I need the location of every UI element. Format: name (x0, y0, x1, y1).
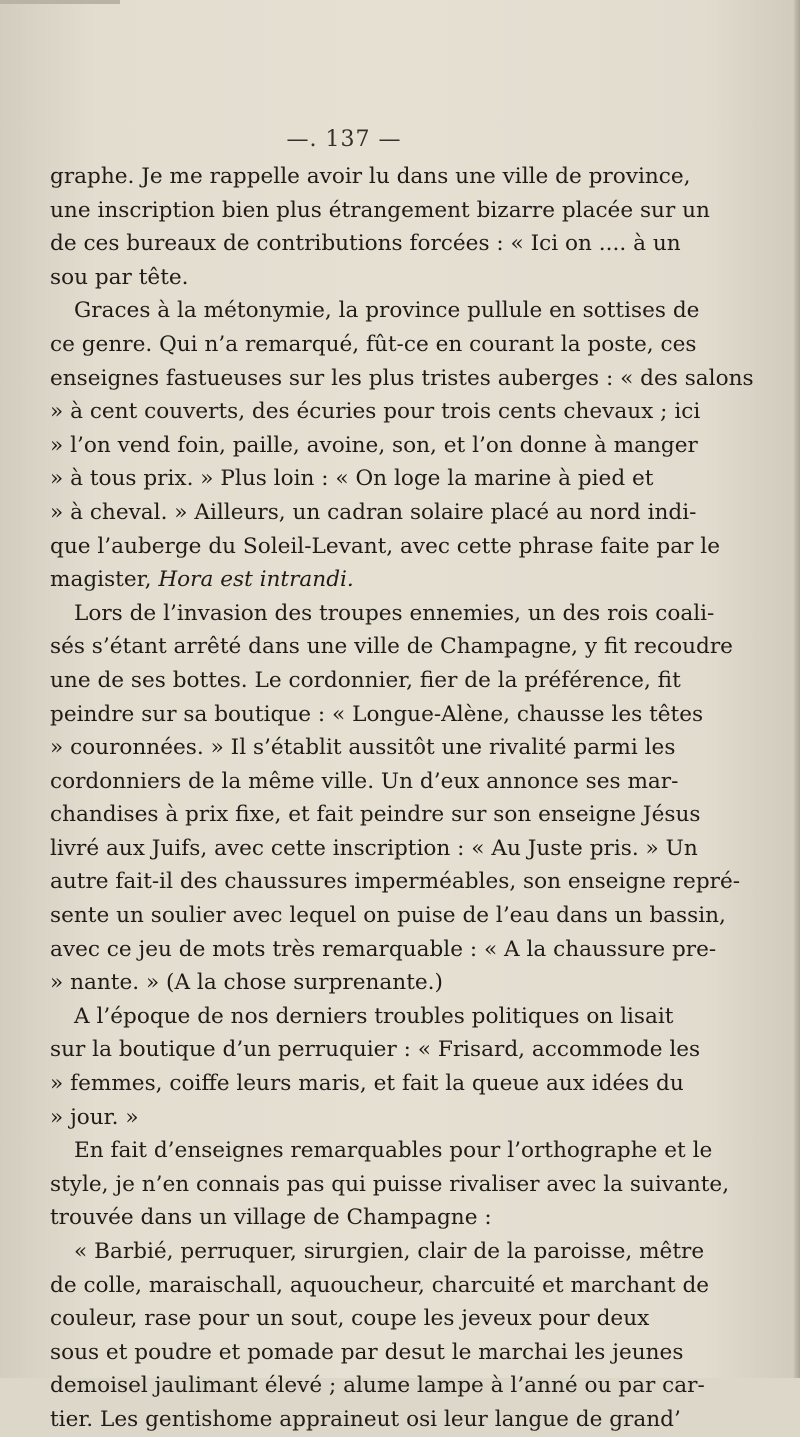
text-line: sou par tête. (50, 264, 189, 290)
text-line: trouvée dans un village de Champagne : (50, 1205, 492, 1231)
text-line: cordonniers de la même ville. Un d’eux annonce ses mar- (50, 768, 679, 794)
text-line: ce genre. Qui n’a remarqué, fût-ce en courant la poste, ces (50, 331, 697, 357)
page-edge-top (0, 0, 120, 4)
text-line: que l’auberge du Soleil-Levant, avec cette phrase faite par le (50, 533, 720, 559)
text-line: Lors de l’invasion des troupes ennemies, un des rois coali- (74, 600, 715, 626)
text-line: sés s’étant arrêté dans une ville de Champagne, y fit recoudre (50, 634, 733, 660)
text-line: une inscription bien plus étrangement bizarre placée sur un (50, 197, 710, 223)
text-line: de colle, maraischall, aquoucheur, charcuité et marchant de (50, 1272, 710, 1298)
text-line: » à cent couverts, des écuries pour trois cents chevaux ; ici (50, 399, 701, 425)
text-line: En fait d’enseignes remarquables pour l’orthographe et le (74, 1138, 713, 1164)
text-line: graphe. Je me rappelle avoir lu dans une ville de province, (50, 164, 691, 189)
text-line: style, je n’en connais pas qui puisse rivaliser avec la suivante, (50, 1171, 730, 1197)
text-line: autre fait-il des chaussures imperméables, son enseigne repré- (50, 869, 741, 895)
text-line: sente un soulier avec lequel on puise de l’eau dans un bassin, (50, 903, 726, 929)
text-line: « Barbié, perruquer, sirurgien, clair de la paroisse, mêtre (74, 1239, 705, 1264)
text-line: enseignes fastueuses sur les plus tristes auberges : « des salons (50, 365, 754, 391)
page-edge-shadow (794, 0, 800, 1378)
body-text (50, 160, 754, 1437)
text-line: Graces à la métonymie, la province pullule en sottises de (74, 298, 700, 324)
text-line-with-italic (50, 563, 648, 597)
italic-phrase: Hora est intrandi. (158, 567, 354, 593)
text-line: A l’époque de nos derniers troubles politiques on lisait (74, 1003, 674, 1029)
text-line: de ces bureaux de contributions forcées : « Ici on .... à un (50, 231, 681, 257)
text-line: sous et poudre et pomade par desut le marchai les jeunes (50, 1339, 684, 1365)
text-line: une de ses bottes. Le cordonnier, fier de la préférence, fit (50, 667, 681, 693)
text-line: livré aux Juifs, avec cette inscription : « Au Juste pris. » Un (50, 835, 698, 861)
text-line: » à tous prix. » Plus loin : « On loge la marine à pied et (50, 466, 654, 492)
text-line: sur la boutique d’un perruquier : « Frisard, accommode les (50, 1037, 701, 1063)
text-line: chandises à prix fixe, et fait peindre sur son enseigne Jésus (50, 802, 701, 828)
text-line: » couronnées. » Il s’établit aussitôt une rivalité parmi les (50, 735, 676, 761)
text-line: » l’on vend foin, paille, avoine, son, et l’on donne à manger (50, 432, 698, 458)
text-line: tier. Les gentishome appraineut osi leur langue de grand’ (50, 1406, 681, 1432)
text-line: couleur, rase pour un sout, coupe les jeveux pour deux (50, 1306, 650, 1332)
text-line: demoisel jaulimant élevé ; alume lampe à l’anné ou par car- (50, 1373, 705, 1399)
text-line: peindre sur sa boutique : « Longue-Alène, chausse les têtes (50, 701, 704, 727)
text-fragment: magister, (50, 567, 152, 593)
text-line: avec ce jeu de mots très remarquable : « A la chaussure pre- (50, 936, 717, 962)
text-line: » jour. » (50, 1104, 139, 1130)
text-line: » à cheval. » Ailleurs, un cadran solaire placé au nord indi- (50, 499, 697, 525)
text-line: » femmes, coiffe leurs maris, et fait la queue aux idées du (50, 1071, 684, 1097)
text-line: » nante. » (A la chose surprenante.) (50, 970, 443, 996)
page-number: —. 137 — (286, 127, 402, 152)
